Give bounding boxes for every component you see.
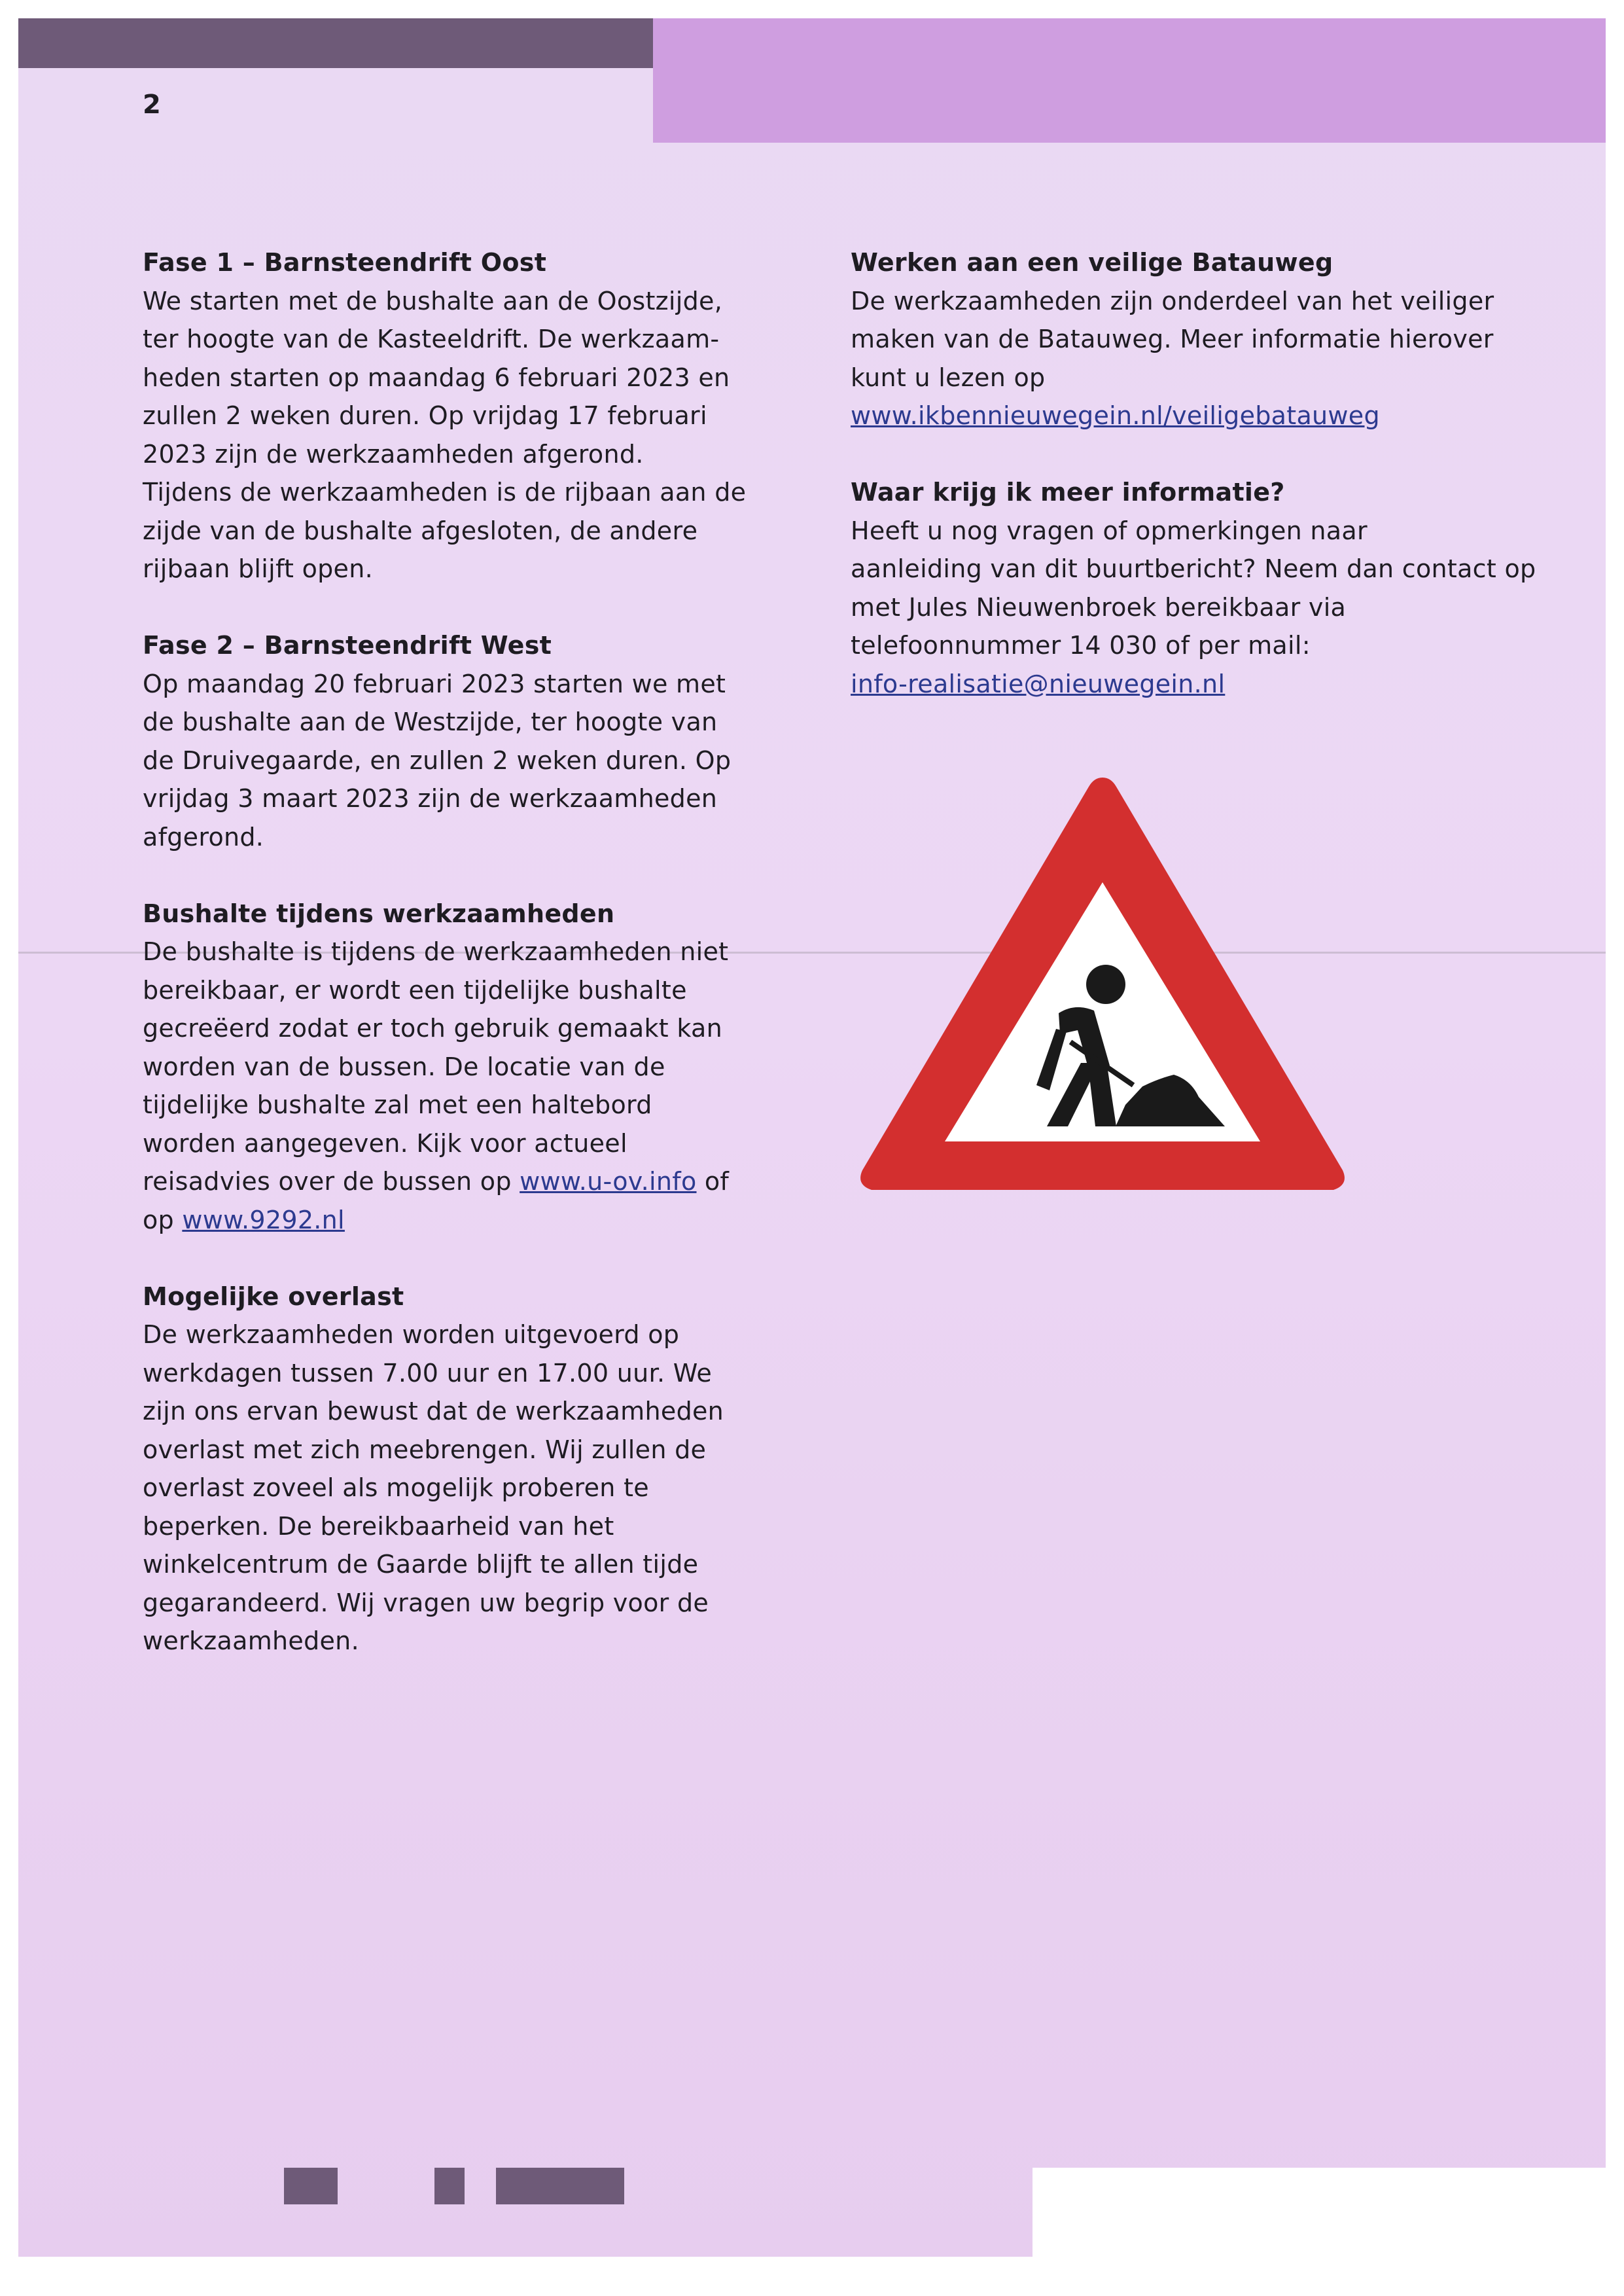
road-works-warning-sign-icon <box>851 770 1354 1211</box>
section-fase-2 <box>143 626 784 856</box>
overlast-body: De werkzaamheden worden uitgevoerd op werkdagen tussen 7.00 uur en 17.00 uur. We zijn ons ervan bewust dat de werkzaamheden overlast met zich meebrengen. Wij zullen de overlast zoveel als mogelijk proberen te beperken. De bereikbaarheid van het winkelcentrum de Gaarde blijft te allen tijde gegarandeerd. Wij vragen uw begrip voor de werkzaamheden. <box>143 1320 724 1655</box>
bushalte-body <box>143 933 784 1239</box>
bushalte-body-text: De bushalte is tijdens de werkzaamheden niet bereikbaar, er wordt een tijdelijke bushalte gecreëerd zodat er toch gebruik gemaakt kan worden van de bussen. De locatie van de tijdelijke bushalte zal met een haltebord worden aangegeven. Kijk voor actueel reisadvies over de bussen op <box>143 937 729 1196</box>
batauweg-link[interactable]: www.ikbennieuwegein.nl/veiligebatauweg <box>851 401 1380 430</box>
footer-bar-1 <box>284 2168 338 2204</box>
info-body <box>851 512 1570 704</box>
footer-bar-3 <box>496 2168 624 2204</box>
fase-1-body: We starten met de bushalte aan de Oostzijde, ter hoogte van de Kasteeldrift. De werkzaam- heden starten op maandag 6 februari 2023 en zullen 2 weken duren. Op vrijdag 17 februari 2023 zijn de werkzaamheden afgerond. Tijdens de werkzaamheden is de rijbaan aan de zijde van de bushalte afgesloten, de andere rijbaan blijft open. <box>143 286 747 583</box>
9292-link[interactable]: www.9292.nl <box>182 1205 345 1234</box>
fase-2-heading: Fase 2 – Barnsteendrift West <box>143 631 552 660</box>
section-fase-1 <box>143 243 784 588</box>
overlast-heading: Mogelijke overlast <box>143 1282 404 1311</box>
right-column <box>851 243 1570 742</box>
header-band-light <box>653 18 1606 143</box>
email-link[interactable]: info-realisatie@nieuwegein.nl <box>851 669 1226 698</box>
fase-1-heading: Fase 1 – Barnsteendrift Oost <box>143 248 547 277</box>
bushalte-between-text: of op <box>143 1167 730 1234</box>
u-ov-link[interactable]: www.u-ov.info <box>520 1167 697 1196</box>
batauweg-body <box>851 282 1570 435</box>
batauweg-heading: Werken aan een veilige Batauweg <box>851 248 1333 277</box>
footer-bar-2 <box>434 2168 465 2204</box>
fase-2-body: Op maandag 20 februari 2023 starten we met de bushalte aan de Westzijde, ter hoogte van de Druivegaarde, en zullen 2 weken duren. Op vrijdag 3 maart 2023 zijn de werkzaamheden afgerond. <box>143 669 732 852</box>
section-overlast <box>143 1278 784 1660</box>
footer-white-block <box>1033 2168 1606 2257</box>
info-body-text: Heeft u nog vragen of opmerkingen naar aanleiding van dit buurtbericht? Neem dan contact op met Jules Nieuwenbroek bereikbaar via telefoonnummer 14 030 of per mail: <box>851 516 1536 660</box>
header-band-dark <box>18 18 653 68</box>
info-heading: Waar krijg ik meer informatie? <box>851 478 1285 507</box>
batauweg-body-text: De werkzaamheden zijn onderdeel van het veiliger maken van de Batauweg. Meer informatie hierover kunt u lezen op <box>851 286 1494 392</box>
section-info <box>851 473 1570 703</box>
section-bushalte <box>143 895 784 1240</box>
section-batauweg <box>851 243 1570 435</box>
left-column <box>143 243 784 1698</box>
page-number: 2 <box>143 90 161 120</box>
bushalte-heading: Bushalte tijdens werkzaamheden <box>143 899 615 928</box>
